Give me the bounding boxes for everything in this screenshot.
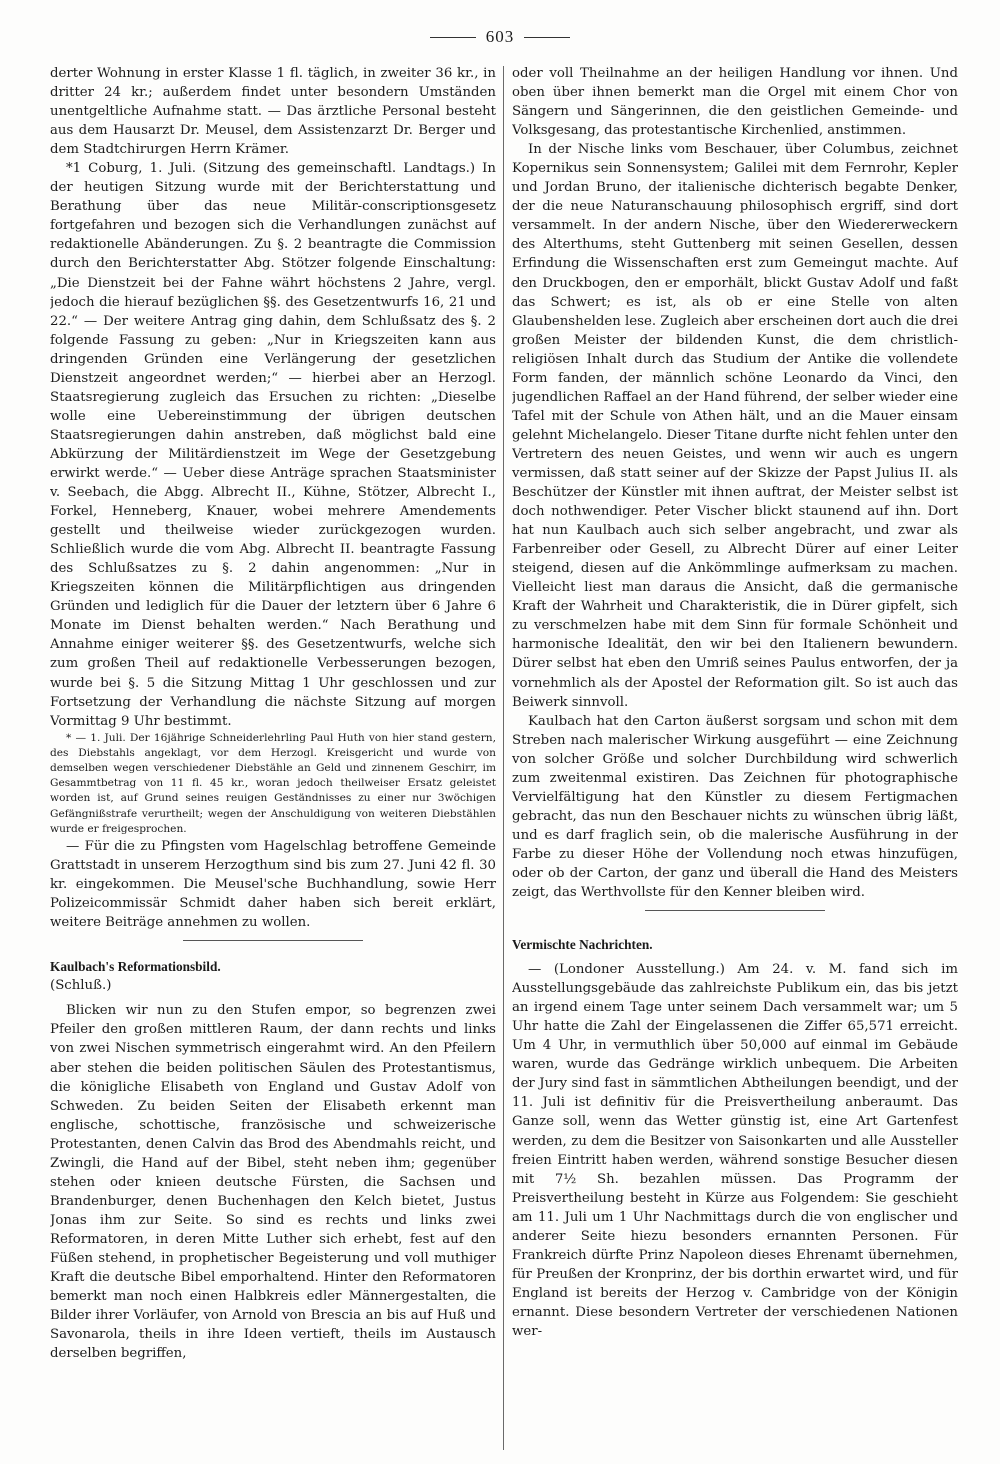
section-subheading: (Schluß.) [50,978,112,994]
page-header [0,26,1000,48]
article-paragraph: In der Nische links vom Beschauer, über Columbus, zeichnet Kopernikus sein Sonnensystem; Galilei mit dem Fernrohr, Kepler und Jordan Bruno, der italienische dichterisch begabte Denker, der die neue Naturanschauung philosophisch ergriff, sind dort versammelt. In der andern Nische, über den Wiedererweckern des Alterthums, steht Guttenberg mit seinen Gesellen, dessen Erfindung die Wissenschaften erst zum Gemeingut machte. Auf den Druckbogen, den er emporhält, blickt Gustav Adolf und faßt das Schwert; es ist, als ob er eine Stelle von alten Glaubenshelden lese. Zugleich aber erscheinen dort auch die drei großen Meister der bildenden Kunst, die dem christlich-religiösen Inhalt durch das Studium der Antike die vollendete Form fanden, der männlich schöne Leonardo da Vinci, den jugendlichen Raffael an der Hand führend, der selber wieder eine Tafel mit der Schule von Athen hält, und an die Mauer einsam gelehnt Michelangelo. Dieser Titane durfte nicht fehlen unter den Vertretern des neuen Geistes, und wenn wir auch es ungern vermissen, daß statt seiner auf der Skizze der Papst Julius II. als Beschützer der Künstler mit ihnen auftrat, der Meister selbst ist doch nothwendiger. Peter Vischer blickt staunend auf ihn. Dort hat nun Kaulbach auch sich selber angebracht, und zwar als Farbenreiber oder Gesell, zu Albrecht Dürer auf einer Leiter steigend, diesen auf die Ankömmlinge aufmerksam zu machen. Vielleicht liest man daraus die Ansicht, daß die germanische Kraft der Wahrheit und Charakteristik, die in Dürer gipfelt, sich zu verschmelzen habe mit dem Sinn für formale Schönheit und harmonische Idealität, den wir bei den Italienern bewundern. Dürer selbst hat eben den Umriß seines Paulus entworfen, der ja vornehmlich als der Apostel der Reformation gilt. So ist auch das Beiwerk sinnvoll. [512,142,958,710]
article-paragraph: Blicken wir nun zu den Stufen empor, so begrenzen zwei Pfeiler den großen mittleren Raum, der dann rechts und links von zwei Nischen symmetrisch eingerahmt wird. An den Pfeilern aber stehen die beiden politischen Säulen des Protestantismus, die königliche Elisabeth von England und Gustav Adolf von Schweden. Zu beiden Seiten der Elisabeth erkennt man englische, schottische, französische und schweizerische Protestanten, denen Calvin das Brod des Abendmahls reicht, und Zwingli, die Hand auf der Bibel, steht neben ihm; gegenüber stehen oder knieen deutsche Fürsten, die Sachsen und Brandenburger, denen Buchenhagen den Kelch bietet, Justus Jonas ihm zur Seite. So sind es rechts und links zwei Reformatoren, in deren Mitte Luther sich erhebt, fest auf den Füßen stehend, in prophetischer Begeisterung und voll muthiger Kraft die deutsche Bibel emporhaltend. Hinter den Reformatoren bemerkt man noch einen Halbkreis edler Männergestalten, die Bilder ihrer Vorläufer, von Arnold von Brescia an bis auf Huß und Savonarola, theils in ihre Ideen vertieft, theils im Austausch derselben begriffen, [50,1003,496,1362]
article-paragraph: derter Wohnung in erster Klasse 1 fl. täglich, in zweiter 36 kr., in dritter 24 kr.; außerdem findet unter besondern Umständen unentgeltliche Aufnahme statt. — Das ärztliche Personal besteht aus dem Hausarzt Dr. Meusel, dem Assistenzarzt Dr. Berger und dem Stadtchirurgen Herrn Krämer. [50,66,496,158]
right-column [512,64,958,1452]
left-column [50,64,496,1452]
article-paragraph: *1 Coburg, 1. Juli. (Sitzung des gemeinschaftl. Landtags.) In der heutigen Sitzung wurde mit der Berichterstattung und Berathung über das neue Militär-conscriptionsgesetz fortgefahren und bezogen sich die Verhandlungen zunächst auf redaktionelle Abänderungen. Zu §. 2 beantragte die Commission durch den Berichterstatter Abg. Stötzer folgende Einschaltung: „Die Dienstzeit bei der Fahne währt höchstens 2 Jahre, vergl. jedoch die hierauf bezüglichen §§. des Gesetzentwurfs 16, 21 und 22.“ — Der weitere Antrag ging dahin, dem Schlußsatz des §. 2 folgende Fassung zu geben: „Nur in Kriegszeiten kann aus dringenden Gründen eine Verlängerung der gesetzlichen Dienstzeit angeordnet werden;“ — hierbei aber an Herzogl. Staatsregierung zugleich das Ersuchen zu richten: „Dieselbe wolle eine Uebereinstimmung der übrigen deutschen Staatsregierungen dahin anstreben, daß möglichst bald eine Abkürzung der Militärdienstzeit im Wege der Gesetzgebung erwirkt werde.“ — Ueber diese Anträge sprachen Staatsminister v. Seebach, die Abgg. Albrecht II., Kühne, Stötzer, Albrecht I., Forkel, Henneberg, Knauer, wobei mehrere Amendements gestellt und theilweise wieder zurückgezogen wurden. Schließlich wurde die vom Abg. Albrecht II. beantragte Fassung des Schlußsatzes zu §. 2 dahin angenommen: „Nur in Kriegszeiten können die Militärpflichtigen aus dringenden Gründen und lediglich für die Dauer der letztern über 6 Jahre 6 Monate im Dienst behalten werden.“ Nach Berathung und Annahme einiger weiterer §§. des Gesetzentwurfs, welche sich zum großen Theil auf redaktionelle Verbesserungen bezogen, wurde bei §. 5 die Sitzung Mittag 1 Uhr geschlossen und zur Fortsetzung der Verhandlung die nächste Sitzung auf morgen Vormittag 9 Uhr bestimmt. [50,161,496,729]
page-number: 603 [485,27,515,46]
article-paragraph: * — 1. Juli. Der 16jährige Schneiderlehrling Paul Huth von hier stand gestern, des Diebstahls angeklagt, vor dem Herzogl. Kreisgericht und wurde von demselben wegen verschiedener Diebstähle an Geld und zinnenem Geschirr, im Gesammtbetrag von 11 fl. 45 kr., woran jedoch theilweiser Ersatz geleistet worden ist, auf Grund seines reuigen Geständnisses zu einer nur 3wöchigen Gefängnißstrafe verurtheilt; wegen der Anschuldigung von weiteren Diebstählen wurde er freigesprochen. [50,731,496,835]
column-divider [503,66,504,1450]
article-paragraph: oder voll Theilnahme an der heiligen Handlung vor ihnen. Und oben über ihnen bemerkt man die Orgel mit einem Chor von Sängern und Sängerinnen, die den geistlichen Gemeinde- und Volksgesang, das protestantische Kirchenlied, anstimmen. [512,66,958,139]
header-rule-right [524,37,570,38]
section-rule [183,940,363,941]
article-paragraph: Kaulbach hat den Carton äußerst sorgsam und schon mit dem Streben nach malerischer Wirkung ausgeführt — eine Zeichnung von solcher Größe und solcher Durchbildung wird schwerlich zum zweitenmal existiren. Das Zeichnen für photographische Vervielfältigung hat den Künstler zu diesem Fertigmachen gebracht, das nun den Beschauer nichts zu wünschen übrig läßt, und es darf fraglich sein, ob die malerische Ausführung in der Farbe zu dieser Höhe der Vollendung noch etwas hinzufügen, oder ob der Carton, der ganz und überall die Hand des Meisters zeigt, das Werthvollste für den Kenner bleiben wird. [512,713,958,901]
section-heading: Vermischte Nachrichten. [512,937,653,953]
section-heading: Kaulbach's Reformationsbild. [50,959,221,975]
section-rule [645,910,825,911]
article-paragraph: — Für die zu Pfingsten vom Hagelschlag betroffene Gemeinde Grattstadt in unserem Herzogthum sind bis zum 27. Juni 42 fl. 30 kr. eingekommen. Die Meusel'sche Buchhandlung, sowie Herr Polizeicommissär Schmidt daher haben sich bereit erklärt, weitere Beiträge annehmen zu wollen. [50,839,496,931]
header-rule-left [430,37,476,38]
article-paragraph: — (Londoner Ausstellung.) Am 24. v. M. fand sich im Ausstellungsgebäude das zahlreichste Publikum ein, das bis jetzt an irgend einem Tage unter seinem Dach versammelt war; um 5 Uhr hatte die Zahl der Eingelassenen die Ziffer 65,571 erreicht. Um 4 Uhr, in vermuthlich über 50,000 auf einmal im Gebäude waren, wurde das Gedränge wirklich unbequem. Die Arbeiten der Jury sind fast in sämmtlichen Abtheilungen beendigt, und der 11. Juli ist definitiv für die Preisvertheilung anberaumt. Das Ganze soll, wenn das Wetter günstig ist, eine Art Gartenfest werden, zu dem die Besitzer von Saisonkarten und alle Aussteller freien Eintritt haben werden, während sonstige Besucher diesen mit 7½ Sh. bezahlen müssen. Das Programm der Preisvertheilung besteht in Kürze aus Folgendem: Sie geschieht am 11. Juli um 1 Uhr Nachmittags durch die von englischer und anderer Seite hiezu besonders ernannten Personen. Für Frankreich dürfte Prinz Napoleon dieses Ehrenamt übernehmen, für Preußen der Kronprinz, der bis dorthin erwartet wird, und für England ist bereits der Herzog v. Cambridge von der Königin ernannt. Diese besondern Vertreter der verschiedenen Nationen wer- [512,962,958,1339]
